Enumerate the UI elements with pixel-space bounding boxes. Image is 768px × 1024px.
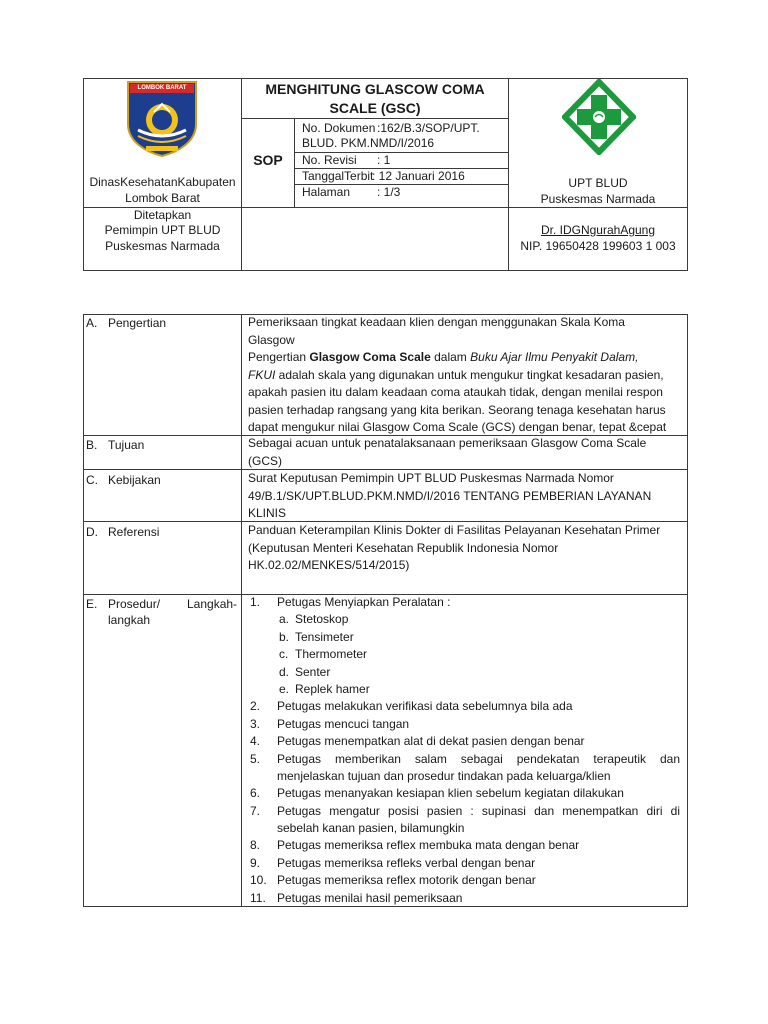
book-title-italic: Buku Ajar Ilmu Penyakit Dalam, [470,350,639,364]
section-c-line: Surat Keputusan Pemimpin UPT BLUD Puskesmas Narmada Nomor [248,471,614,485]
section-e-label-part2: Langkah- [187,597,238,611]
section-b-line: Sebagai acuan untuk penatalaksanaan pemeriksaan Glasgow Coma Scale [248,436,647,450]
section-c-line: KLINIS [248,506,287,520]
procedure-step [248,768,682,785]
crest-banner-text: LOMBOK BARAT [137,85,187,91]
section-b-label: Tujuan [108,438,145,452]
document-title-line1: MENGHITUNG GLASCOW COMA [265,81,485,97]
step-text: Petugas melakukan verifikasi data sebelumnya bila ada [277,699,573,714]
section-b-letter: B. [86,438,98,452]
section-a-paragraph-2 [248,349,682,367]
ditetapkan-line3: Puskesmas Narmada [105,239,220,253]
step-text: Petugas mengatur posisi pasien : supinasi dan menempatkan diri di [277,803,680,818]
step-text: Petugas memeriksa reflex motorik dengan benar [277,873,536,888]
page-value: : 1/3 [377,185,401,199]
doc-number-value: :162/B.3/SOP/UPT. [377,121,480,135]
procedure-sub-item [248,664,682,681]
revision-value: : 1 [377,153,391,167]
step-number: a. [279,612,290,627]
section-e-label-part1: Prosedur/ [108,597,161,611]
page-label: Halaman [302,185,351,199]
section-d-line: Panduan Keterampilan Klinis Dokter di Fasilitas Pelayanan Kesehatan Primer [248,523,661,537]
section-b-line: (GCS) [248,453,282,468]
procedure-step [248,594,682,611]
step-text: Petugas mencuci tangan [277,716,410,731]
right-org-line2: Puskesmas Narmada [540,192,656,206]
step-text: Petugas menanyakan kesiapan klien sebelum kegiatan dilakukan [277,786,624,801]
section-a-line: apakah pasien itu dalam keadaan coma ataukah tidak, dengan menilai respon [248,385,663,399]
step-number: 9. [250,855,261,870]
org-name-line1: DinasKesehatanKabupaten [89,175,236,189]
sop-label: SOP [253,152,283,168]
procedure-step [248,837,682,854]
step-number: d. [279,664,290,679]
publisher-italic: FKUI [248,367,276,382]
section-d-body [248,522,682,575]
step-number: 1. [250,595,261,609]
section-b-body [248,435,680,470]
ditetapkan-line2: Pemimpin UPT BLUD [104,223,221,237]
signer-nip: NIP. 19650428 199603 1 003 [520,239,676,253]
lombok-barat-crest-logo [124,80,200,158]
issue-date-value: : 12 Januari 2016 [372,169,465,183]
puskesmas-logo [562,79,636,155]
section-e-label-line2: langkah [108,613,151,627]
step-number: b. [279,629,290,644]
section-c-label: Kebijakan [108,473,161,487]
step-text: Tensimeter [295,629,354,644]
step-number: 7. [250,803,261,818]
procedure-step [248,785,682,802]
step-number: 2. [250,699,261,714]
step-text: Replek hamer [295,681,370,696]
revision-label: No. Revisi [302,153,357,167]
step-number: 8. [250,838,261,853]
step-text: Petugas memberikan salam sebagai pendekatan terapeutik dan [277,751,680,766]
doc-number-value-cont: BLUD. PKM.NMD/I/2016 [302,136,435,150]
step-text: Petugas memeriksa reflex membuka mata dengan benar [277,838,580,853]
procedure-step [248,716,682,733]
procedure-sub-item [248,646,682,663]
procedure-sub-item [248,611,682,628]
procedure-step [248,855,682,872]
procedure-step [248,872,682,889]
section-a-paragraph-3 [248,367,682,385]
step-text: Thermometer [295,647,368,662]
step-number: e. [279,681,290,696]
section-d-label: Referensi [108,525,160,539]
section-d-line: (Keputusan Menteri Kesehatan Republik Indonesia Nomor [248,540,559,555]
section-a-letter: A. [86,316,98,330]
step-number: 5. [250,751,261,766]
procedure-step [248,890,682,907]
step-number: 10. [250,873,267,888]
step-text: Petugas Menyiapkan Peralatan : [277,595,451,609]
step-text: Petugas menempatkan alat di dekat pasien dengan benar [277,734,585,749]
text-span: adalah skala yang digunakan untuk mengukur tingkat kesadaran pasien, [275,367,664,382]
procedure-sub-item [248,681,682,698]
section-c-line: 49/B.1/SK/UPT.BLUD.PKM.NMD/I/2016 TENTANG PEMBERIAN LAYANAN [248,488,652,503]
document-title-line2: SCALE (GSC) [329,100,421,116]
section-a-label: Pengertian [108,316,167,330]
step-number: 4. [250,734,261,749]
step-number: 3. [250,716,261,731]
step-text: Stetoskop [295,612,349,627]
step-number: c. [279,647,289,662]
issue-date-label: TanggalTerbit [302,169,374,183]
step-text: Senter [295,664,331,679]
right-org-line1: UPT BLUD [568,176,628,190]
section-a-body [248,314,682,437]
step-text: sebelah kanan pasien, bilamungkin [277,821,465,836]
procedure-steps-list [248,594,682,907]
section-c-letter: C. [86,473,98,487]
step-number: 6. [250,786,261,801]
procedure-step [248,820,682,837]
step-text: menjelaskan tujuan dan prosedur tindakan pada keluarga/klien [277,768,611,783]
procedure-sub-item [248,629,682,646]
text-span: dalam [430,350,471,364]
gcs-term-bold: Glasgow Coma Scale [309,350,431,364]
section-d-letter: D. [86,525,98,539]
step-text: Petugas memeriksa refleks verbal dengan benar [277,855,536,870]
procedure-step [248,698,682,715]
section-c-body [248,470,682,523]
procedure-step [248,803,682,820]
step-number: 11. [250,890,266,905]
doc-number-label: No. Dokumen [302,121,376,135]
signer-name: Dr. IDGNgurahAgung [540,223,656,237]
procedure-step [248,751,682,768]
section-a-line: pasien terhadap rangsang yang kita berikan. Seorang tenaga kesehatan harus [248,402,666,417]
section-d-line: HK.02.02/MENKES/514/2015) [248,558,410,572]
procedure-step [248,733,682,750]
ditetapkan-line1: Ditetapkan [133,208,192,222]
text-span: Pengertian [248,350,310,364]
step-text: Petugas menilai hasil pemeriksaan [277,890,463,905]
section-e-letter: E. [86,597,98,611]
section-a-line: Glasgow [248,332,295,347]
org-name-line2: Lombok Barat [125,191,200,205]
section-a-line: dapat mengukur nilai Glasgow Coma Scale (GCS) dengan benar, tepat &cepat [248,420,667,434]
section-a-line: Pemeriksaan tingkat keadaan klien dengan menggunakan Skala Koma [248,315,625,329]
